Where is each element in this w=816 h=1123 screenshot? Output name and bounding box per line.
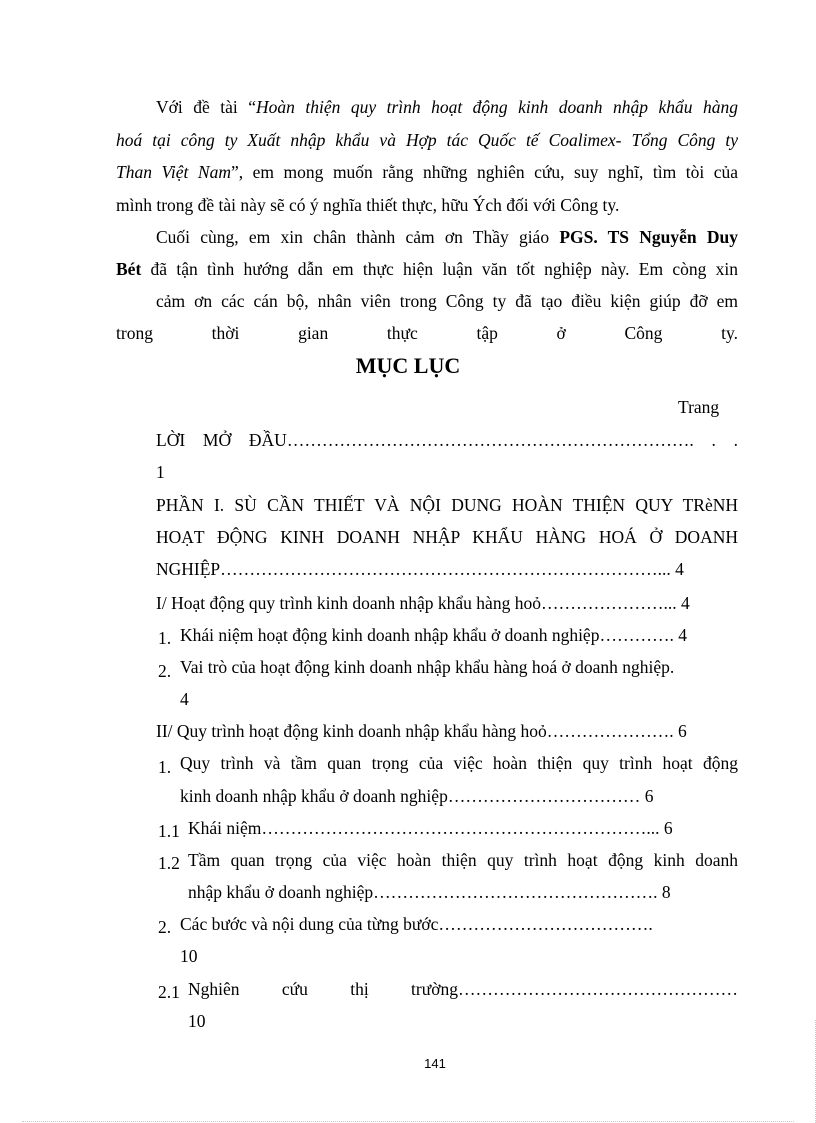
intro-line-4: mình trong đề tài này sẽ có ý nghĩa thiết thực, hữu Ých đối với Công ty. — [116, 195, 620, 215]
thanks-text: đã tận tình hướng dẫn em thực hiện luận văn tốt nghiệp này. Em còng xin — [141, 259, 738, 279]
toc-entry-section-1: I/ Hoạt động quy trình kinh doanh nhập khẩu hàng hoỏ…………………... 4 — [156, 593, 690, 613]
toc-entry-2-1-line-1: Quy trình và tầm quan trọng của việc hoàn thiện quy trình hoạt động — [180, 753, 738, 773]
toc-entry-2-1-1: Khái niệm…………………………………………………………... 6 — [188, 818, 673, 838]
thanks-line-2 — [116, 258, 738, 280]
toc-entry-2-2-1: Nghiên cứu thị trường………………………………………… — [188, 979, 738, 999]
intro-text: ”, em mong muốn rằng những nghiên cứu, suy nghĩ, tìm tòi của — [230, 162, 738, 182]
toc-entry-2-1-2-line-2: nhập khẩu ở doanh nghiệp…………………………………………. 8 — [188, 882, 671, 902]
toc-entry-part1-line-3: NGHIỆP…………………………………………………………………... 4 — [156, 559, 684, 579]
toc-entry-1-2: Vai trò của hoạt động kinh doanh nhập khẩu hàng hoá ở doanh nghiệp. — [180, 657, 675, 677]
toc-title: MỤC LỤC — [355, 353, 461, 378]
toc-entry-1-1: Khái niệm hoạt động kinh doanh nhập khẩu ở doanh nghiệp…………. 4 — [180, 625, 687, 645]
thanks-line-4: trong thời gian thực tập ở Công ty. — [116, 323, 738, 343]
thanks-line-3: cảm ơn các cán bộ, nhân viên trong Công ty đã tạo điều kiện giúp đỡ em — [156, 291, 738, 311]
toc-entry-2-2: Các bước và nội dung của từng bước………………………………. — [180, 914, 653, 934]
toc-entry-1-2-page: 4 — [180, 689, 189, 709]
page-number: 141 — [424, 1056, 446, 1071]
toc-entry-part1-line-1: PHẦN I. SÙ CẦN THIẾT VÀ NỘI DUNG HOÀN THIỆN QUY TRèNH — [156, 495, 738, 515]
page-bottom-border — [22, 1121, 794, 1122]
intro-text: Với đề tài “ — [156, 97, 256, 117]
toc-entry-number: 1. — [158, 628, 172, 648]
thesis-title-italic: Than Việt Nam — [116, 162, 231, 182]
toc-entry-2-2-page: 10 — [180, 946, 198, 966]
toc-entry-2-1-2-line-1: Tầm quan trọng của việc hoàn thiện quy trình hoạt động kinh doanh — [188, 850, 738, 870]
toc-entry-preface: LỜI MỞ ĐẦU……………………………………………………………. . . — [156, 430, 738, 450]
intro-line-1 — [116, 96, 738, 118]
toc-entry-number: 2. — [158, 917, 172, 937]
thanks-text: Cuối cùng, em xin chân thành cảm ơn Thầy giáo — [156, 227, 560, 247]
toc-entry-preface-page: 1 — [156, 462, 165, 482]
toc-entry-number: 1.1 — [158, 821, 180, 841]
intro-line-2: hoá tại công ty Xuất nhập khẩu và Hợp tác Quốc tế Coalimex- Tổng Công ty — [116, 130, 738, 150]
advisor-name: Bét — [116, 259, 142, 279]
thesis-title-italic: Hoàn thiện quy trình hoạt động kinh doanh nhập khẩu hàng — [255, 97, 738, 117]
toc-entry-number: 1.2 — [158, 853, 180, 873]
advisor-name: PGS. TS Nguyễn Duy — [559, 227, 738, 247]
toc-entry-number: 1. — [158, 757, 172, 777]
intro-line-3 — [116, 161, 738, 183]
toc-entry-number: 2. — [158, 661, 172, 681]
thanks-line-1 — [116, 226, 738, 248]
toc-entry-number: 2.1 — [158, 982, 180, 1002]
toc-entry-2-1-line-2: kinh doanh nhập khẩu ở doanh nghiệp…………………………… 6 — [180, 786, 654, 806]
toc-page-header: Trang — [678, 397, 720, 417]
toc-entry-section-2: II/ Quy trình hoạt động kinh doanh nhập khẩu hàng hoỏ…………………. 6 — [156, 721, 687, 741]
toc-entry-part1-line-2: HOẠT ĐỘNG KINH DOANH NHẬP KHẨU HÀNG HOÁ Ở DOANH — [156, 527, 738, 547]
toc-entry-2-2-1-page: 10 — [188, 1011, 206, 1031]
